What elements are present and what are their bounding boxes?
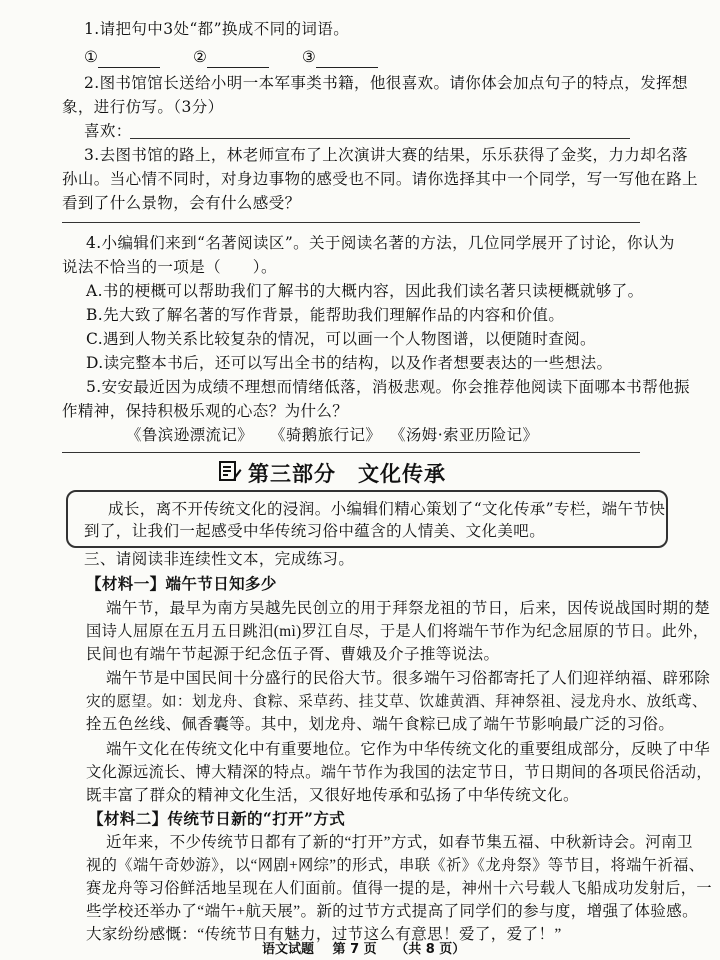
- option-d: D.读完整本书后，还可以写出全书的结构，以及作者想要表达的一些想法。: [86, 354, 613, 372]
- paragraph-4-line-2: 视的《端午奇妙游》，以“网剧+网综”的形式，串联《祈》《龙舟祭》等节目，将端午祈福、: [86, 857, 705, 874]
- paragraph-2-line-1: 端午节是中国民间十分盛行的民俗大节。很多端午习俗都寄托了人们迎祥纳福、辟邪除: [106, 670, 711, 687]
- option-a: A.书的梗概可以帮助我们了解书的大概内容，因此我们读名著只读梗概就够了。: [86, 282, 644, 300]
- footer-subject: 语文试题: [262, 942, 315, 957]
- answer-blank-2[interactable]: [207, 51, 269, 68]
- question-2-answer: [84, 120, 132, 142]
- paragraph-2-line-2: 灾的愿望。如：划龙舟、食粽、采草药、挂艾草、饮雄黄酒、拜神祭祖、浸龙舟水、放纸鸢、: [86, 694, 708, 710]
- blank-marker-1: ①: [84, 48, 99, 66]
- answer-line-q2[interactable]: [130, 138, 630, 139]
- question-3-line-1: 3.去图书馆的路上，林老师宣布了上次演讲大赛的结果，乐乐获得了金奖，力力却名落: [84, 146, 688, 164]
- material-1-title: 【材料一】端午节日知多少: [86, 574, 277, 593]
- question-1-blanks: [84, 46, 378, 68]
- question-3-line-3: 看到了什么景物，会有什么感受？: [62, 194, 301, 212]
- paragraph-1-line-1: 端午节，最早为南方吴越先民创立的用于拜祭龙祖的节日，后来，因传说战国时期的楚: [106, 600, 711, 617]
- question-2-line-1: 2.图书馆馆长送给小明一本军事类书籍，他很喜欢。请你体会加点句子的特点，发挥想: [84, 74, 688, 92]
- part3-heading: 三、请阅读非连续性文本，完成练习。: [84, 550, 355, 568]
- book-1: 《鲁滨逊漂流记》: [126, 426, 254, 444]
- option-c: C.遇到人物关系比较复杂的情况，可以画一个人物图谱，以便随时查阅。: [86, 330, 596, 348]
- paragraph-3-line-3: 既丰富了群众的精神文化生活，又很好地传承和弘扬了中华传统文化。: [86, 787, 579, 804]
- paragraph-4-line-3: 赛龙舟等习俗鲜活地呈现在人们面前。值得一提的是，神州十六号载人飞船成功发射后，一: [86, 880, 712, 897]
- footer-total: （共 8 页）: [395, 942, 466, 957]
- paragraph-4-line-4: 些学校还举办了“端午+航天展”。新的过节方式提高了同学们的参与度，增强了体验感。: [86, 903, 699, 920]
- footer-page: 第 7 页: [332, 942, 377, 957]
- question-5-line-1: 5.安安最近因为成绩不理想而情绪低落，消极悲观。你会推荐他阅读下面哪本书帮他振: [86, 378, 690, 396]
- question-4-line-2: 说法不恰当的一项是（ ）。: [62, 258, 277, 276]
- section-title: [248, 458, 446, 488]
- paragraph-1-line-2: 国诗人屈原在五月五日跳汨(mì)罗江自尽，于是人们将端午节作为纪念屈原的节日。此外，: [86, 623, 709, 640]
- notebook-pen-icon: [218, 459, 242, 483]
- answer-line-q3[interactable]: [62, 222, 640, 223]
- paragraph-1-line-3: 民间也有端午节起源于纪念伍子胥、曹娥及介子推等说法。: [86, 646, 500, 663]
- question-5-line-2: 作精神，保持积极乐观的心态？为什么？: [62, 402, 349, 420]
- book-3: 《汤姆·索亚历险记》: [390, 426, 539, 444]
- paragraph-4-line-5: 大家纷纷感慨：“传统节日有魅力，过节这么有意思！爱了，爱了！”: [86, 926, 562, 943]
- paragraph-3-line-2: 文化源远流长、博大精深的特点。端午节作为我国的法定节日，节日期间的各项民俗活动，: [86, 764, 712, 781]
- blank-marker-3: ③: [301, 48, 317, 66]
- intro-line-1: 成长，离不开传统文化的浸润。小编辑们精心策划了“文化传承”专栏，端午节快: [108, 500, 666, 518]
- blank-marker-2: ②: [192, 48, 208, 66]
- question-1: 1.请把句中3处“都”换成不同的词语。: [84, 20, 350, 38]
- answer-blank-1[interactable]: [98, 51, 160, 68]
- question-2-line-2: 象，进行仿写。（3分）: [62, 98, 224, 116]
- page-footer: [262, 938, 479, 957]
- paragraph-2-line-3: 拴五色丝线、佩香囊等。其中，划龙舟、端午食粽已成了端午节影响最广泛的习俗。: [86, 716, 675, 733]
- answer-line-q5[interactable]: [62, 452, 640, 453]
- material-2-title: 【材料二】传统节日新的“打开”方式: [88, 809, 346, 828]
- paragraph-4-line-1: 近年来，不少传统节日都有了新的“打开”方式，如春节集五福、中秋新诗会。河南卫: [106, 834, 693, 851]
- paragraph-3-line-1: 端午文化在传统文化中有重要地位。它作为中华传统文化的重要组成部分，反映了中华: [106, 741, 711, 758]
- section-title-text: 第三部分 文化传承: [248, 462, 446, 486]
- answer-blank-3[interactable]: [316, 51, 378, 68]
- option-b: B.先大致了解名著的写作背景，能帮助我们理解作品的内容和价值。: [86, 306, 565, 324]
- intro-line-2: 到了，让我们一起感受中华传统习俗中蕴含的人情美、文化美吧。: [84, 522, 546, 540]
- question-4-line-1: 4.小编辑们来到“名著阅读区”。关于阅读名著的方法，几位同学展开了讨论，你认为: [86, 234, 675, 252]
- book-2: 《骑鹅旅行记》: [270, 426, 382, 444]
- question-3-line-2: 孙山。当心情不同时，对身边事物的感受也不同。请你选择其中一个同学，写一写他在路上: [62, 170, 699, 188]
- answer-label: 喜欢：: [84, 122, 132, 140]
